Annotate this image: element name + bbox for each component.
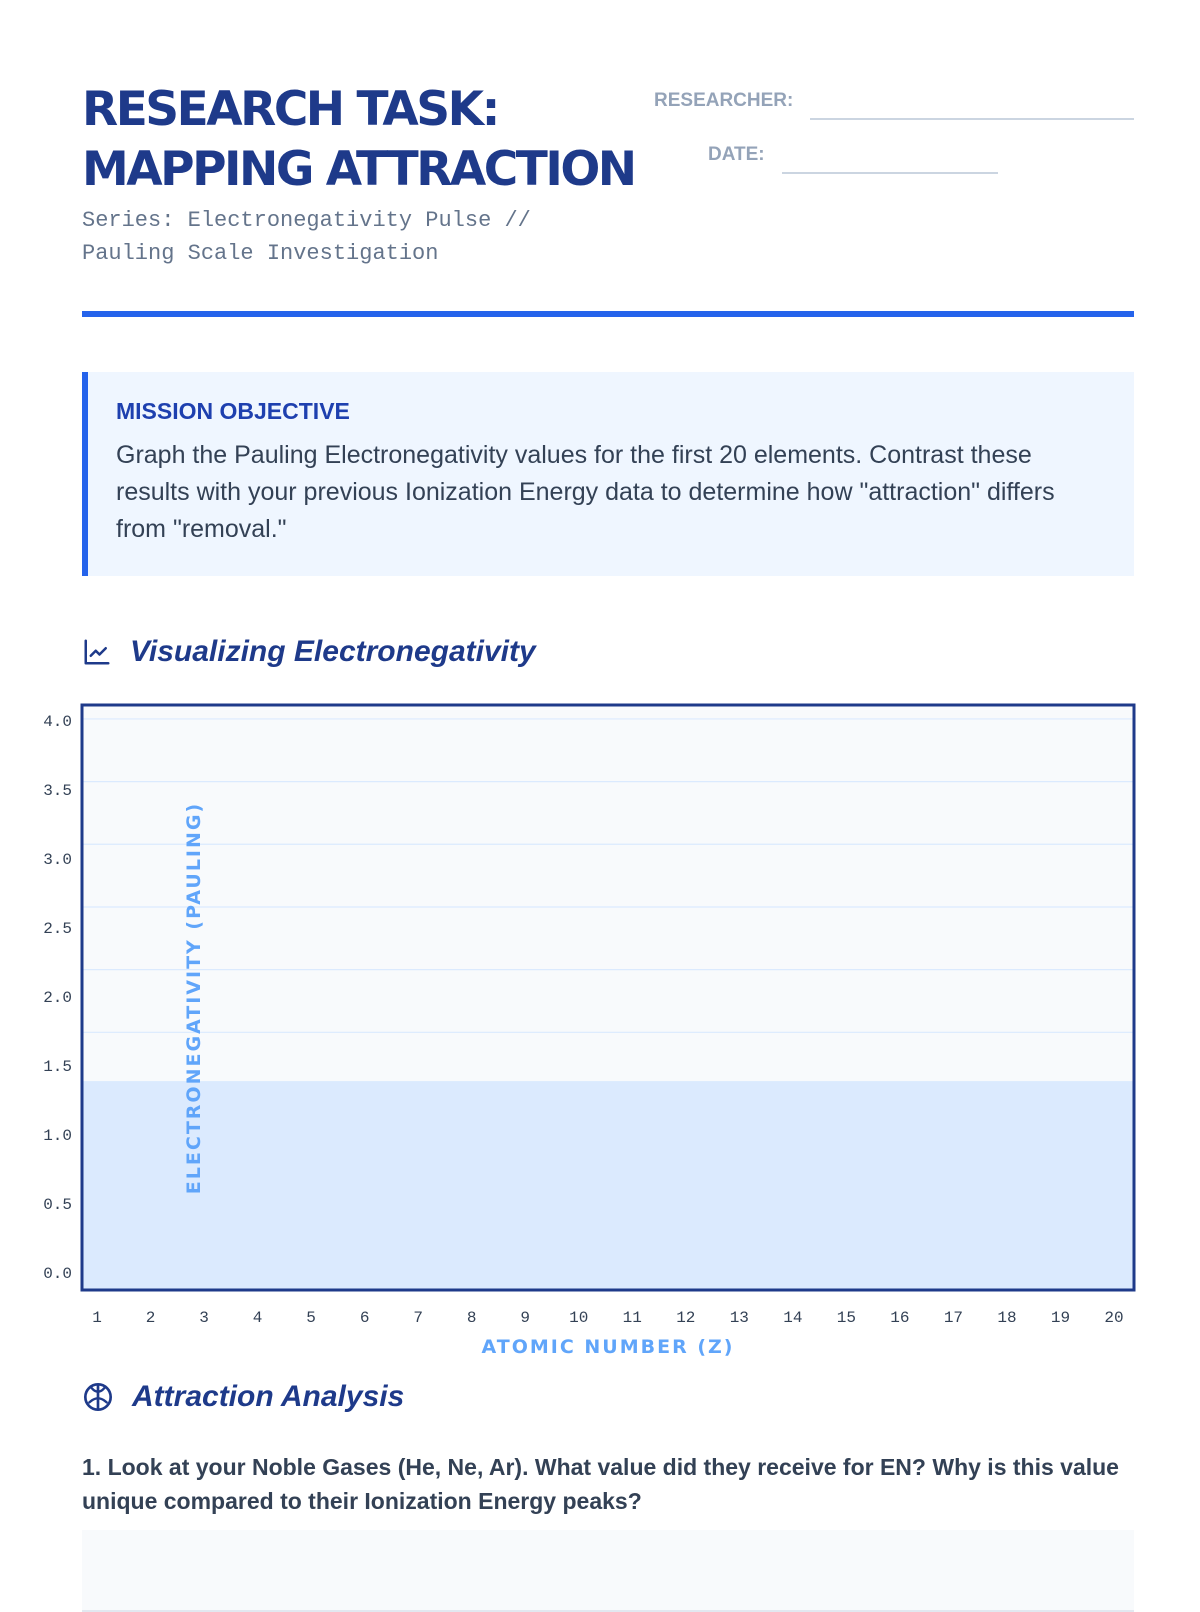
subtitle <box>82 204 602 270</box>
objective-body: Graph the Pauling Electronegativity values for the first 20 elements. Contrast these results with your previous Ionization Energy data to determine how "attraction" differs from "removal." <box>116 441 1055 543</box>
researcher-label: RESEARCHER: <box>654 90 794 111</box>
x-tick-label: 17 <box>943 1309 964 1327</box>
x-tick-label: 12 <box>676 1309 696 1327</box>
chart-section-heading <box>82 635 536 669</box>
x-tick-label: 16 <box>890 1309 910 1327</box>
x-tick-label: 18 <box>997 1309 1017 1327</box>
x-axis-title: ATOMIC NUMBER (Z) <box>481 1336 735 1358</box>
y-tick-label: 3.0 <box>43 851 72 869</box>
y-tick-label: 0.5 <box>43 1196 72 1214</box>
title-line-1: RESEARCH TASK: <box>82 82 498 137</box>
header-divider <box>82 311 1134 317</box>
x-tick-label: 2 <box>145 1309 156 1327</box>
y-tick-label: 1.0 <box>43 1127 72 1145</box>
x-tick-label: 9 <box>520 1309 531 1327</box>
x-tick-label: 19 <box>1050 1309 1071 1327</box>
y-axis-title: ELECTRONEGATIVITY (PAULING) <box>183 801 205 1195</box>
electronegativity-chart <box>0 700 1200 1360</box>
question-1: 1. Look at your Noble Gases (He, Ne, Ar). What value did they receive for EN? Why is this value unique compared to their Ionization Energy peaks? <box>82 1454 1119 1514</box>
chart-heading-text: Visualizing Electronegativity <box>130 635 536 668</box>
x-tick-label: 3 <box>199 1309 209 1327</box>
researcher-field[interactable] <box>810 118 1134 120</box>
x-tick-label: 5 <box>306 1309 316 1327</box>
x-tick-label: 15 <box>836 1309 856 1327</box>
subtitle-line-2: Pauling Scale Investigation <box>82 241 439 266</box>
y-tick-label: 4.0 <box>43 713 72 731</box>
x-tick-label: 1 <box>92 1309 102 1327</box>
x-tick-label: 20 <box>1104 1309 1124 1327</box>
objective-heading: MISSION OBJECTIVE <box>116 398 350 424</box>
x-tick-label: 7 <box>413 1309 423 1327</box>
analysis-section-heading <box>82 1380 404 1414</box>
analysis-heading-text: Attraction Analysis <box>132 1380 405 1413</box>
x-tick-label: 4 <box>252 1309 263 1327</box>
date-label: DATE: <box>708 144 765 165</box>
x-tick-label: 6 <box>359 1309 370 1327</box>
chart-line-icon <box>82 637 112 667</box>
x-tick-label: 8 <box>466 1309 477 1327</box>
page-title <box>82 80 635 200</box>
x-tick-label: 14 <box>783 1309 803 1327</box>
x-tick-label: 11 <box>622 1309 642 1327</box>
y-tick-label: 1.5 <box>43 1058 72 1076</box>
brain-icon <box>82 1381 114 1413</box>
mission-objective-box <box>82 372 1134 576</box>
subtitle-line-1: Series: Electronegativity Pulse // <box>82 208 531 233</box>
title-line-2: MAPPING ATTRACTION <box>82 142 635 197</box>
x-tick-label: 13 <box>729 1309 749 1327</box>
y-tick-label: 2.5 <box>43 920 72 938</box>
x-tick-label: 10 <box>569 1309 589 1327</box>
date-field[interactable] <box>782 172 998 174</box>
y-tick-label: 3.5 <box>43 782 72 800</box>
shaded-band <box>82 1081 1134 1290</box>
y-tick-label: 2.0 <box>43 989 72 1007</box>
y-tick-label: 0.0 <box>43 1265 72 1283</box>
